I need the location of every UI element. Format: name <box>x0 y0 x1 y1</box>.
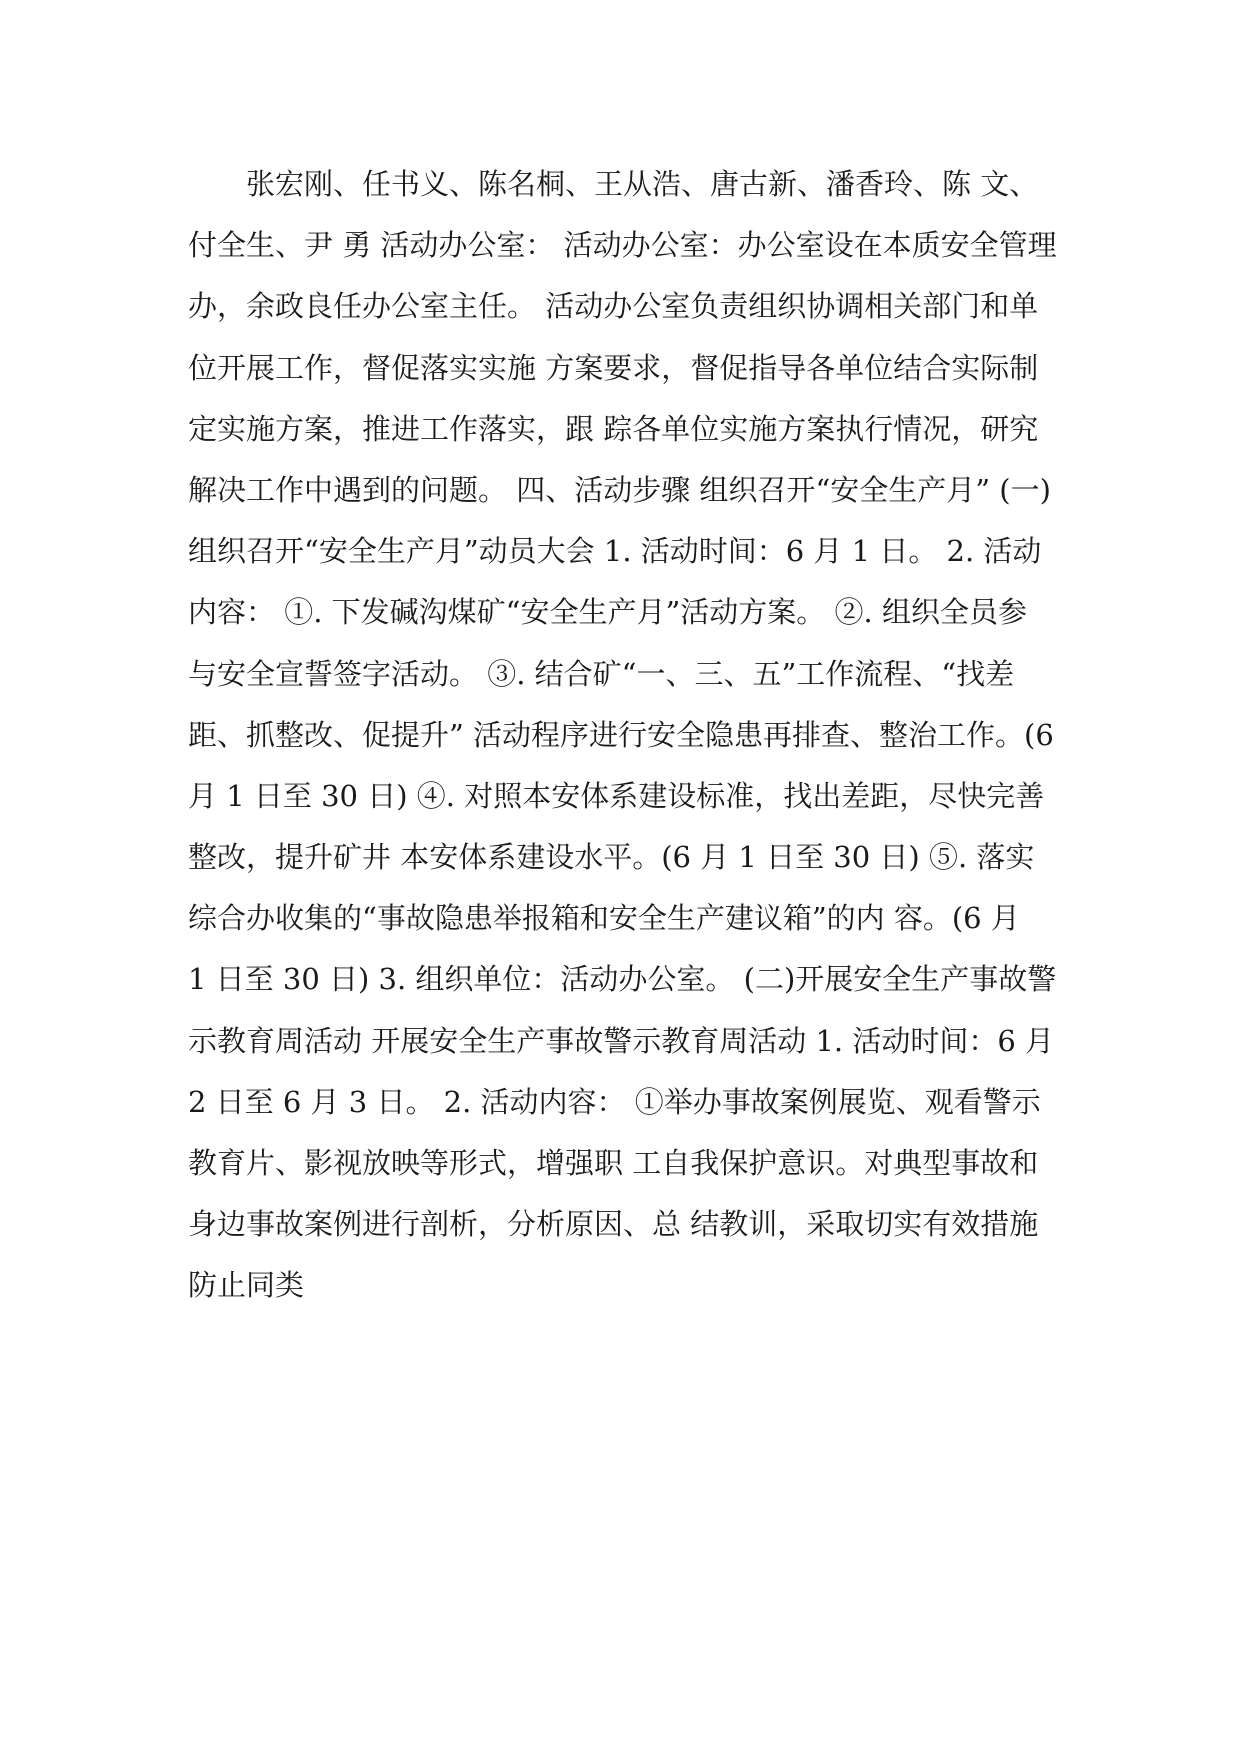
body-paragraph <box>188 154 1068 1317</box>
text-line: 定实施方案，推进工作落实，跟 踪各单位实施方案执行情况，研究 <box>188 411 1039 446</box>
text-line: 付全生、尹 勇 活动办公室： 活动办公室：办公室设在本质安全管理 <box>188 228 1057 263</box>
text-line: 与安全宣誓签字活动。 ③. 结合矿“一、三、五”工作流程、“找差 <box>188 656 1015 691</box>
text-line: 教育片、影视放映等形式，增强职 工自我保护意识。对典型事故和 <box>188 1146 1039 1180</box>
text-line: 身边事故案例进行剖析，分析原因、总 结教训，采取切实有效措施 <box>188 1207 1039 1242</box>
text-line: 1 日至 30 日) 3. 组织单位：活动办公室。 (二)开展安全生产事故警 <box>188 962 1057 997</box>
text-line: 距、抓整改、促提升” 活动程序进行安全隐患再排查、整治工作。(6 <box>188 717 1054 752</box>
text-line: 整改，提升矿井 本安体系建设水平。(6 月 1 日至 30 日) ⑤. 落实 <box>188 840 1035 875</box>
text-line: 防止同类 <box>188 1268 305 1303</box>
text-line: 2 日至 6 月 3 日。 2. 活动内容： ①举办事故案例展览、观看警示 <box>188 1084 1041 1119</box>
text-line: 张宏刚、任书义、陈名桐、王从浩、唐古新、潘香玲、陈 文、 <box>246 167 1039 201</box>
text-line: 解决工作中遇到的问题。 四、活动步骤 组织召开“安全生产月” (一) <box>188 472 1051 507</box>
text-line: 位开展工作，督促落实实施 方案要求，督促指导各单位结合实际制 <box>188 350 1039 385</box>
text-line: 办，余政良任办公室主任。 活动办公室负责组织协调相关部门和单 <box>188 289 1039 324</box>
text-line: 内容： ①. 下发碱沟煤矿“安全生产月”活动方案。 ②. 组织全员参 <box>188 595 1027 630</box>
text-line: 示教育周活动 开展安全生产事故警示教育周活动 1. 活动时间：6 月 <box>188 1023 1054 1058</box>
text-line: 月 1 日至 30 日) ④. 对照本安体系建设标准，找出差距，尽快完善 <box>188 778 1045 813</box>
text-line: 综合办收集的“事故隐患举报箱和安全生产建议箱”的内 容。(6 月 <box>188 901 1020 936</box>
text-line: 组织召开“安全生产月”动员大会 1. 活动时间：6 月 1 日。 2. 活动 <box>188 534 1042 569</box>
